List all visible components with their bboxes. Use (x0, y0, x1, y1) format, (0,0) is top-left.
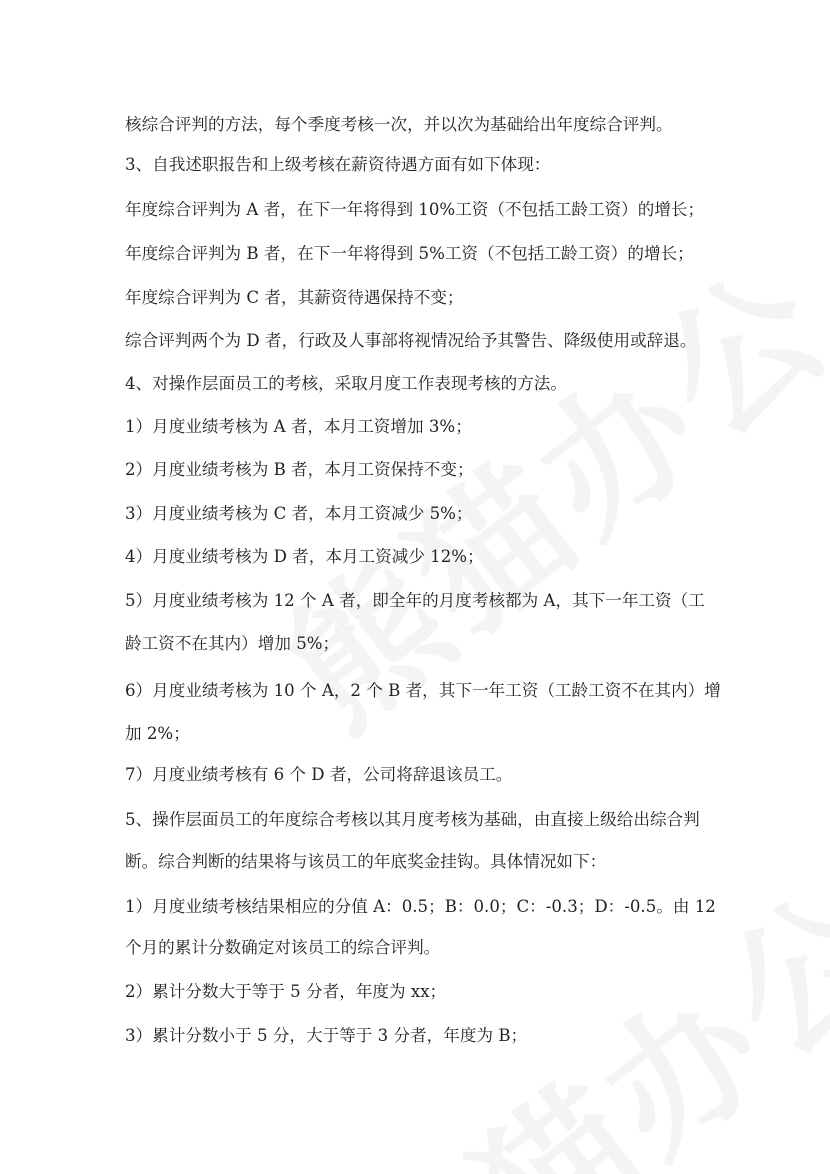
paragraph-line: 3）累计分数小于 5 分，大于等于 3 分者，年度为 B； (125, 1026, 528, 1045)
paragraph-line: 综合评判两个为 D 者，行政及人事部将视情况给予其警告、降级使用或辞退。 (125, 331, 697, 350)
paragraph-line: 年度综合评判为 C 者，其薪资待遇保持不变； (125, 288, 464, 307)
paragraph-line: 3）月度业绩考核为 C 者，本月工资减少 5%； (125, 504, 473, 523)
paragraph-line: 4）月度业绩考核为 D 者，本月工资减少 12%； (125, 547, 484, 566)
paragraph-line: 加 2%； (125, 724, 190, 743)
paragraph-line: 3、自我述职报告和上级考核在薪资待遇方面有如下体现： (125, 155, 551, 174)
paragraph-line: 6）月度业绩考核为 10 个 A，2 个 B 者，其下一年工资（工龄工资不在其内）增 (125, 681, 721, 700)
paragraph-line: 1）月度业绩考核为 A 者，本月工资增加 3%； (125, 417, 472, 436)
paragraph-line: 个月的累计分数确定对该员工的综合评判。 (125, 938, 441, 957)
paragraph-line: 4、对操作层面员工的考核，采取月度工作表现考核的方法。 (125, 374, 567, 393)
paragraph-line: 5、操作层面员工的年度综合考核以其月度考核为基础，由直接上级给出综合判 (125, 810, 700, 829)
paragraph-line: 2）累计分数大于等于 5 分者，年度为 xx； (125, 982, 447, 1001)
paragraph-line: 年度综合评判为 B 者，在下一年将得到 5%工资（不包括工龄工资）的增长； (125, 244, 694, 263)
paragraph-line: 1）月度业绩考核结果相应的分值 A：0.5；B：0.0；C：-0.3；D：-0.5。由 12 (125, 897, 716, 916)
paragraph-line: 断。综合判断的结果将与该员工的年底奖金挂钩。具体情况如下： (125, 852, 607, 871)
paragraph-line: 龄工资不在其内）增加 5%； (125, 634, 340, 653)
paragraph-line: 核综合评判的方法，每个季度考核一次，并以次为基础给出年度综合评判。 (125, 115, 673, 134)
paragraph-line: 5）月度业绩考核为 12 个 A 者，即全年的月度考核都为 A，其下一年工资（工 (125, 591, 705, 610)
paragraph-line: 7）月度业绩考核有 6 个 D 者，公司将辞退该员工。 (125, 765, 513, 784)
paragraph-line: 2）月度业绩考核为 B 者，本月工资保持不变； (125, 460, 474, 479)
paragraph-line: 年度综合评判为 A 者，在下一年将得到 10%工资（不包括工龄工资）的增长； (125, 200, 705, 219)
